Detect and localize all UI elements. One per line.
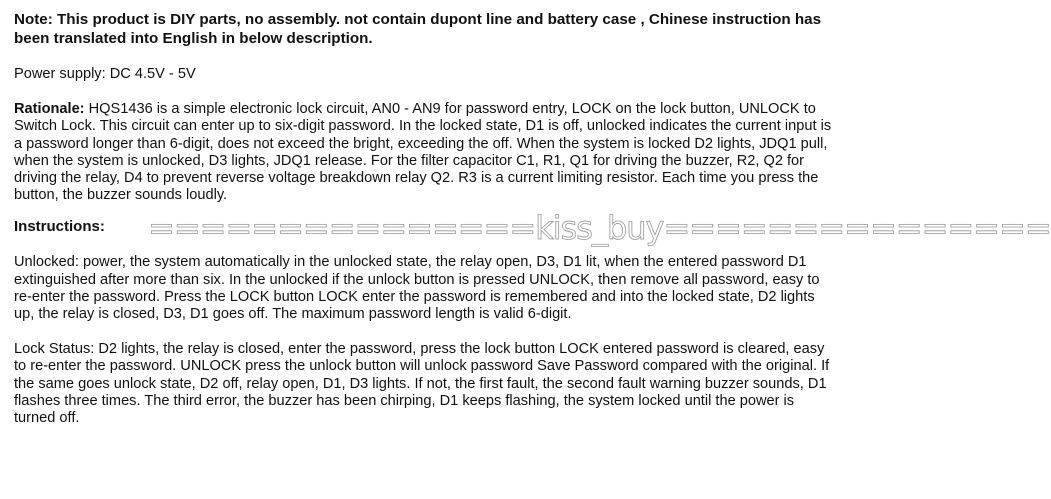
rationale-text: HQS1436 is a simple electronic lock circuit, AN0 - AN9 for password entry, LOCK on the lock button, UNLOCK to Switch Lock. This circuit can enter up to six-digit password. In the locked state, D1 is off, unlocked indicates the current input is a password longer than 6-digit, does not exceed the bright, exceeding the off. When the system is locked D2 lights, JDQ1 pull, when the system is unlocked, D3 lights, JDQ1 release. For the filter capacitor C1, R1, Q1 for driving the buzzer, R2, Q2 for driving the relay, D4 to prevent reverse voltage breakdown relay Q2. R3 is a current limiting resistor. Each time you press the button, the buzzer sounds loudly. xyxy=(14,101,832,204)
lock-status-paragraph: Lock Status: D2 lights, the relay is closed, enter the password, press the lock button LOCK entered password is cleared, easy to re-enter the password. UNLOCK press the unlock button will unlock password Save Password compared with the original. If the same goes unlock state, D2 off, relay open, D1, D3 lights. If not, the first fault, the second fault warning buzzer sounds, D1 flashes three times. The third error, the buzzer has been chirping, D1 keeps flashing, the system locked until the power is turned off. xyxy=(14,341,830,427)
rationale-label: Rationale: xyxy=(14,101,85,118)
unlocked-paragraph: Unlocked: power, the system automatically in the unlocked state, the relay open, D3, D1 lit, when the entered password D1 extinguished after more than six. In the unlocked if the unlock button is pressed UNLOCK, then remove all password, easy to re-enter the password. Press the LOCK button LOCK enter the password is remembered and into the locked state, D2 lights up, the relay is closed, D3, D1 goes off. The maximum password length is valid 6-digit. xyxy=(14,254,820,323)
instructions-heading-row xyxy=(14,209,1051,248)
instructions-label: Instructions: xyxy=(14,218,105,236)
note-paragraph: Note: This product is DIY parts, no assembly. not contain dupont line and battery case , Chinese instruction has been translated into English in below description. xyxy=(14,11,822,47)
kiss-buy-watermark: ===============kiss_buy=============== xyxy=(148,209,1051,248)
power-supply-line: Power supply: DC 4.5V - 5V xyxy=(14,66,196,82)
rationale-paragraph xyxy=(14,101,833,204)
